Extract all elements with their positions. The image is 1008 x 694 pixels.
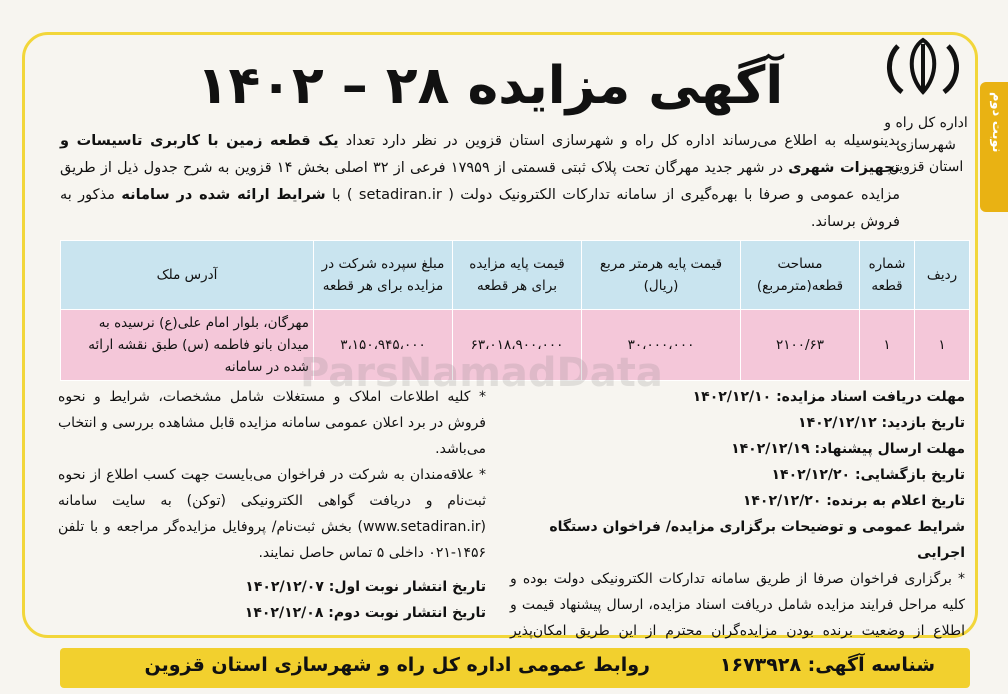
dates-and-terms [510, 384, 965, 670]
terms-body: * برگزاری فراخوان صرفا از طریق سامانه تدارکات الکترونیکی دولت بوده و کلیه مراحل فرایند مزایده شامل دریافت اسناد مزایده، ارسال پیشنهاد قیمت و اطلاع از وضعیت برنده بودن مزایده‌گران محترم از این طریق امکان‌پذیر [510, 571, 965, 639]
intro-text-2: در شهر جدید مهرگان تحت پلاک ثبتی قسمتی از ۱۷۹۵۹ فرعی از ۳۲ اصلی بخش ۱۴ قزوین به شرح جدول ذیل از طریق مزایده عمومی و صرفا با بهره‌گیری از سامانه تدارکات الکترونیک دولت ( setadiran.ir ) با [60, 160, 900, 203]
terms-heading: شرایط عمومی و توضیحات برگزاری مزایده/ فراخوان دستگاه اجرایی [549, 519, 965, 561]
winner-date: تاریخ اعلام به برنده: ۱۴۰۲/۱۲/۲۰ [742, 493, 965, 509]
intro-text-3: مذکور به فروش برساند. [60, 187, 900, 230]
publish-date-1: تاریخ انتشار نوبت اول: ۱۴۰۲/۱۲/۰۷ [245, 579, 486, 595]
public-relations: روابط عمومی اداره کل راه و شهرسازی استان قزوین [144, 654, 650, 676]
watermark: ParsNamadData [300, 350, 663, 396]
header-area: مساحت قطعه(مترمربع) [741, 241, 860, 310]
cell-plot-no: ۱ [860, 310, 915, 381]
header-address: آدرس ملک [61, 241, 314, 310]
intro-bold-2: شرایط ارائه شده در سامانه [121, 187, 326, 203]
note-1: * کلیه اطلاعات املاک و مستغلات شامل مشخصات، شرایط و نحوه فروش در برد اعلان عمومی سامانه مزایده قابل مشاهده بررسی و انتخاب می‌باشد. [58, 389, 486, 457]
ad-id: شناسه آگهی: ۱۶۷۳۹۲۸ [719, 654, 935, 676]
publish-date-2: تاریخ انتشار نوبت دوم: ۱۴۰۲/۱۲/۰۸ [244, 605, 486, 621]
footer-bar [60, 648, 970, 688]
cell-price-per-m2: ۳۰،۰۰۰،۰۰۰ [582, 310, 741, 381]
header-row-no: ردیف [915, 241, 970, 310]
cell-row-no: ۱ [915, 310, 970, 381]
table-header-row [61, 241, 970, 310]
cell-deposit: ۳،۱۵۰،۹۴۵،۰۰۰ [314, 310, 453, 381]
notes-column [58, 384, 486, 626]
note-2: * علاقه‌مندان به شرکت در فراخوان می‌بایست جهت کسب اطلاع از نحوه ثبت‌نام و دریافت گواهی الکترونیکی (توکن) به سایت سامانه (www.setadiran.ir) بخش ثبت‌نام/ پروفایل مزایده‌گر مراجعه و با تلفن ۱۴۵۶-۰۲۱ داخلی ۵ تماس حاصل نمایند. [58, 467, 486, 561]
intro-text-1: بدینوسیله به اطلاع می‌رساند اداره کل راه و شهرسازی استان قزوین در نظر دارد تعداد [338, 133, 900, 149]
intro-bold-1: یک قطعه زمین با کاربری تاسیسات و تجهیزات شهری [60, 133, 900, 176]
org-line1: اداره کل راه و شهرسازی [884, 115, 968, 153]
opening-date: تاریخ بازگشایی: ۱۴۰۲/۱۲/۲۰ [771, 467, 965, 483]
org-line2: استان قزوین [888, 159, 964, 175]
header-deposit: مبلغ سپرده شرکت در مزایده برای هر قطعه [314, 241, 453, 310]
visit-date: تاریخ بازدید: ۱۴۰۲/۱۲/۱۲ [798, 415, 965, 431]
header-price-per-m2: قیمت پایه هرمتر مربع (ریال) [582, 241, 741, 310]
round-ribbon-text: نوبت دوم [989, 92, 1004, 153]
header-base-price: قیمت پایه مزایده برای هر قطعه [453, 241, 582, 310]
intro-paragraph [60, 128, 900, 236]
offer-deadline: مهلت ارسال پیشنهاد: ۱۴۰۲/۱۲/۱۹ [731, 441, 965, 457]
header-plot-no: شماره قطعه [860, 241, 915, 310]
cell-area: ۲۱۰۰/۶۳ [741, 310, 860, 381]
cell-address: مهرگان، بلوار امام علی(ع) نرسیده به میدان بانو فاطمه (س) طبق نقشه ارائه شده در سامانه [61, 310, 314, 381]
cell-base-price: ۶۳،۰۱۸،۹۰۰،۰۰۰ [453, 310, 582, 381]
iran-emblem-icon [868, 36, 978, 96]
doc-deadline: مهلت دریافت اسناد مزایده: ۱۴۰۲/۱۲/۱۰ [692, 389, 965, 405]
page-title: آگهی مزایده ۲۸ – ۱۴۰۲ [196, 56, 784, 116]
